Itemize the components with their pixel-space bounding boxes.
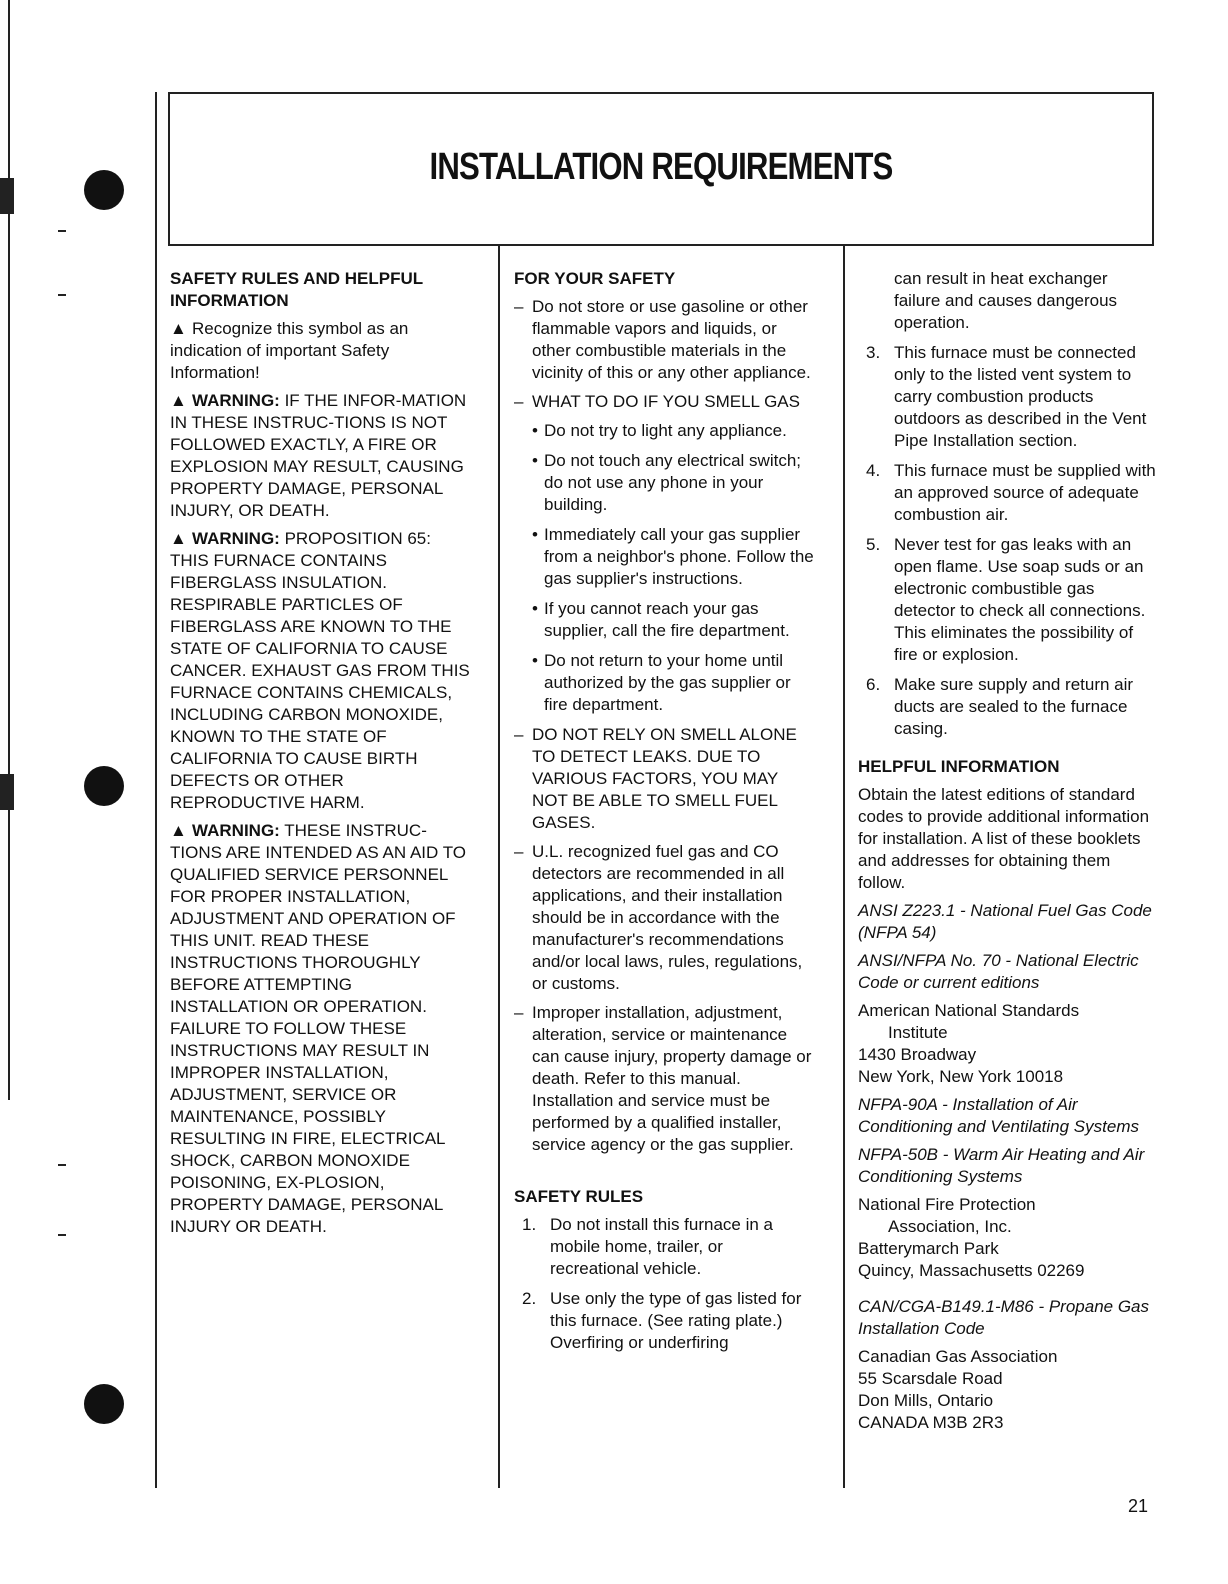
address-nfpa: National Fire Protection Association, Inc. Batterymarch Park Quincy, Massachusetts 02269: [858, 1195, 1085, 1280]
bullet-item: • Immediately call your gas supplier from a neighbor's phone. Follow the gas supplier's instructions.: [532, 525, 814, 588]
reference-nfpa-90a: NFPA-90A - Installation of Air Conditioning and Ventilating Systems: [858, 1095, 1139, 1136]
title-box: [168, 92, 1154, 246]
scan-edge-line: [8, 0, 10, 1100]
warning-label: WARNING:: [192, 821, 280, 840]
margin-tick: [58, 1164, 66, 1166]
margin-tick: [58, 230, 66, 232]
page-number: 21: [1128, 1496, 1149, 1516]
binder-hole-top: [84, 170, 124, 210]
column-1: [170, 268, 470, 1244]
helpful-text: Obtain the latest editions of standard codes to provide additional information for installation. A list of these booklets and addresses for obtaining them follow.: [858, 785, 1150, 892]
section-heading-safety-rules-helpful: SAFETY RULES AND HELPFUL INFORMATION: [170, 269, 423, 310]
address-ansi: American National Standards Institute 1430 Broadway New York, New York 10018: [858, 1001, 1080, 1086]
numbered-item: 5. Never test for gas leaks with an open flame. Use soap suds or an electronic combustible gas detector to check all connections. This eliminates the possibility of fire or explosion.: [866, 535, 1146, 664]
warning-2: [170, 528, 470, 814]
list-item: – Improper installation, adjustment, alteration, service or maintenance can cause injury, property damage or death. Refer to this manual. Installation and service must be performed by a qualified installer, service agency or the gas supplier.: [514, 1003, 812, 1154]
list-item: – Do not store or use gasoline or other flammable vapors and liquids, or other combustible materials in the vicinity of this or any other appliance.: [514, 297, 811, 382]
warning-label: WARNING:: [192, 391, 280, 410]
column-divider-2: [843, 246, 845, 1488]
numbered-item: 6. Make sure supply and return air ducts are sealed to the furnace casing.: [866, 675, 1134, 738]
section-heading-helpful-information: HELPFUL INFORMATION: [858, 757, 1060, 776]
numbered-item-continued: can result in heat exchanger failure and causes dangerous operation.: [894, 269, 1118, 332]
warning-2-text: PROPOSITION 65: THIS FURNACE CONTAINS FIBERGLASS INSULATION. RESPIRABLE PARTICLES OF FIBERGLASS ARE KNOWN TO THE STATE OF CALIFORNIA TO CAUSE CANCER. EXHAUST GAS FROM THIS FURNACE CONTAINS CHEMICALS, INCLUDING CARBON MONOXIDE, KNOWN TO THE STATE OF CALIFORNIA TO CAUSE BIRTH DEFECTS OR OTHER REPRODUCTIVE HARM.: [170, 529, 470, 812]
margin-tick: [58, 1234, 66, 1236]
warning-label: WARNING:: [192, 529, 280, 548]
reference-nfpa-50b: NFPA-50B - Warm Air Heating and Air Conditioning Systems: [858, 1145, 1145, 1186]
scan-mark: [0, 178, 14, 214]
reference-ansi-z223: ANSI Z223.1 - National Fuel Gas Code (NFPA 54): [858, 901, 1152, 942]
warning-triangle-icon: ▲: [170, 319, 187, 338]
warning-3: [170, 820, 470, 1238]
page-title: INSTALLATION REQUIREMENTS: [429, 146, 893, 188]
numbered-item: 3. This furnace must be connected only to the listed vent system to carry combustion products outdoors as described in the Vent Pipe Installation section.: [866, 343, 1147, 450]
warning-triangle-icon: ▲: [170, 821, 187, 840]
list-item: – WHAT TO DO IF YOU SMELL GAS: [514, 392, 800, 411]
bullet-item: • Do not try to light any appliance.: [532, 421, 787, 440]
binder-hole-middle: [84, 766, 124, 806]
list-item: – DO NOT RELY ON SMELL ALONE TO DETECT LEAKS. DUE TO VARIOUS FACTORS, YOU MAY NOT BE ABLE TO SMELL FUEL GASES.: [514, 725, 797, 832]
symbol-note: [170, 318, 470, 384]
address-cga: Canadian Gas Association 55 Scarsdale Road Don Mills, Ontario CANADA M3B 2R3: [858, 1347, 1058, 1432]
warning-triangle-icon: ▲: [170, 391, 187, 410]
section-heading-for-your-safety: FOR YOUR SAFETY: [514, 269, 676, 288]
margin-rule: [155, 92, 157, 1488]
warning-1: [170, 390, 470, 522]
warning-1-text: IF THE INFOR-MATION IN THESE INSTRUC-TIONS IS NOT FOLLOWED EXACTLY, A FIRE OR EXPLOSION MAY RESULT, CAUSING PROPERTY DAMAGE, PERSONAL INJURY, OR DEATH.: [170, 391, 467, 520]
list-item: – U.L. recognized fuel gas and CO detectors are recommended in all applications, and their installation should be in accordance with the manufacturer's recommendations and/or local laws, rules, regulations, or customs.: [514, 842, 803, 993]
bullet-item: • Do not return to your home until authorized by the gas supplier or fire department.: [532, 651, 791, 714]
reference-can-cga: CAN/CGA-B149.1-M86 - Propane Gas Installation Code: [858, 1297, 1150, 1338]
warning-3-text: THESE INSTRUC-TIONS ARE INTENDED AS AN AID TO QUALIFIED SERVICE PERSONNEL FOR PROPER INSTALLATION, ADJUSTMENT AND OPERATION OF THIS UNIT. READ THESE INSTRUCTIONS THOROUGHLY BEFORE ATTEMPTING INSTALLATION OR OPERATION. FAILURE TO FOLLOW THESE INSTRUCTIONS MAY RESULT IN IMPROPER INSTALLATION, ADJUSTMENT, SERVICE OR MAINTENANCE, POSSIBLY RESULTING IN FIRE, ELECTRICAL SHOCK, CARBON MONOXIDE POISONING, EX-PLOSION, PROPERTY DAMAGE, PERSONAL INJURY OR DEATH.: [170, 821, 467, 1236]
binder-hole-bottom: [84, 1384, 124, 1424]
bullet-item: • Do not touch any electrical switch; do not use any phone in your building.: [532, 451, 802, 514]
margin-tick: [58, 294, 66, 296]
column-2: [514, 268, 814, 1362]
reference-ansi-nfpa-70: ANSI/NFPA No. 70 - National Electric Code or current editions: [858, 951, 1139, 992]
section-heading-safety-rules: SAFETY RULES: [514, 1187, 644, 1206]
column-divider-1: [498, 246, 500, 1488]
column-3: [858, 268, 1158, 1434]
numbered-item: 1. Do not install this furnace in a mobile home, trailer, or recreational vehicle.: [522, 1215, 774, 1278]
numbered-item: 2. Use only the type of gas listed for this furnace. (See rating plate.) Overfiring or underfiring: [522, 1289, 802, 1352]
warning-triangle-icon: ▲: [170, 529, 187, 548]
symbol-note-text: Recognize this symbol as an indication of important Safety Information!: [170, 319, 409, 382]
scan-mark: [0, 774, 14, 810]
bullet-item: • If you cannot reach your gas supplier, call the fire department.: [532, 599, 790, 640]
numbered-item: 4. This furnace must be supplied with an approved source of adequate combustion air.: [866, 461, 1156, 524]
